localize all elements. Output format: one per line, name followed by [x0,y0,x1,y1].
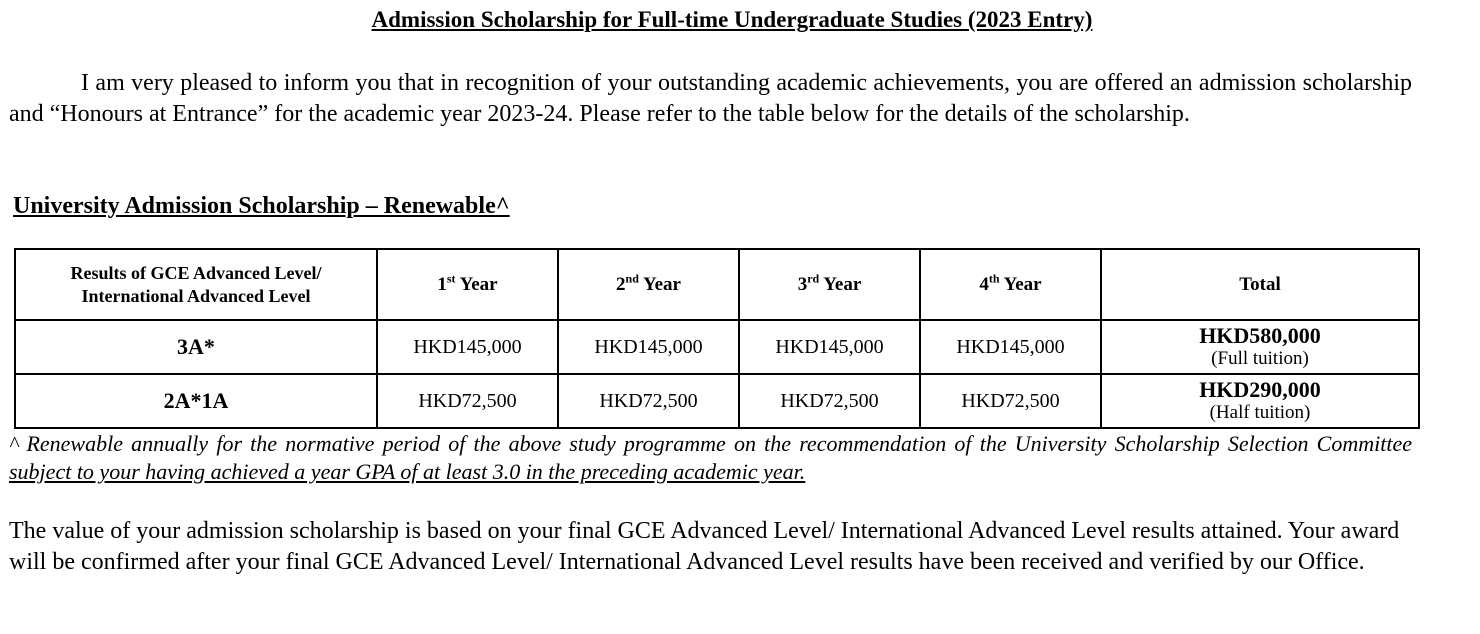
row-total-note: (Full tuition) [1211,348,1309,369]
row-year-4-amount: HKD145,000 [920,320,1101,374]
closing-paragraph: The value of your admission scholarship is based on your final GCE Advanced Level/ International Advanced Level results attained. Your award will be confirmed after your final GCE Advanced Level/ International Advanced Level results have been received and verified by our Office. [9,518,1400,575]
row-year-1-amount: HKD72,500 [377,374,558,428]
row-result: 2A*1A [15,374,377,428]
section-heading: University Admission Scholarship – Renewable^ [13,193,510,219]
header-total: Total [1101,249,1419,320]
scholarship-table [14,248,1420,429]
table-row [15,374,1419,428]
header-results-line1: Results of GCE Advanced Level/ [70,262,322,283]
header-year-3: 3rd Year [739,249,920,320]
footnote-text: ^ Renewable annually for the normative period of the above study programme on the recommendation of the University Scholarship Selection Committee [9,431,1412,456]
row-year-1-amount: HKD145,000 [377,320,558,374]
row-total-amount: HKD580,000 [1199,323,1321,348]
row-result: 3A* [15,320,377,374]
table-row [15,320,1419,374]
row-year-4-amount: HKD72,500 [920,374,1101,428]
table-header-row [15,249,1419,320]
row-total-amount: HKD290,000 [1199,377,1321,402]
header-year-2: 2nd Year [558,249,739,320]
row-total [1101,320,1419,374]
header-year-4: 4th Year [920,249,1101,320]
row-year-2-amount: HKD72,500 [558,374,739,428]
intro-text: I am very pleased to inform you that in recognition of your outstanding academic achievements, you are offered an admission scholarship and “Honours at Entrance” for the academic year 2023-24. Please refer to the table below for the details of the scholarship. [9,70,1412,127]
row-year-3-amount: HKD145,000 [739,320,920,374]
row-year-3-amount: HKD72,500 [739,374,920,428]
intro-paragraph [9,68,1412,130]
header-year-1: 1st Year [377,249,558,320]
row-total-note: (Half tuition) [1209,402,1311,423]
header-results-line2: International Advanced Level [81,285,311,306]
header-results [15,249,377,320]
row-total [1101,374,1419,428]
footnote [9,430,1412,486]
footnote-condition: subject to your having achieved a year GPA of at least 3.0 in the preceding academic year. [9,459,806,484]
row-year-2-amount: HKD145,000 [558,320,739,374]
document-title: Admission Scholarship for Full-time Undergraduate Studies (2023 Entry) [371,7,1093,32]
